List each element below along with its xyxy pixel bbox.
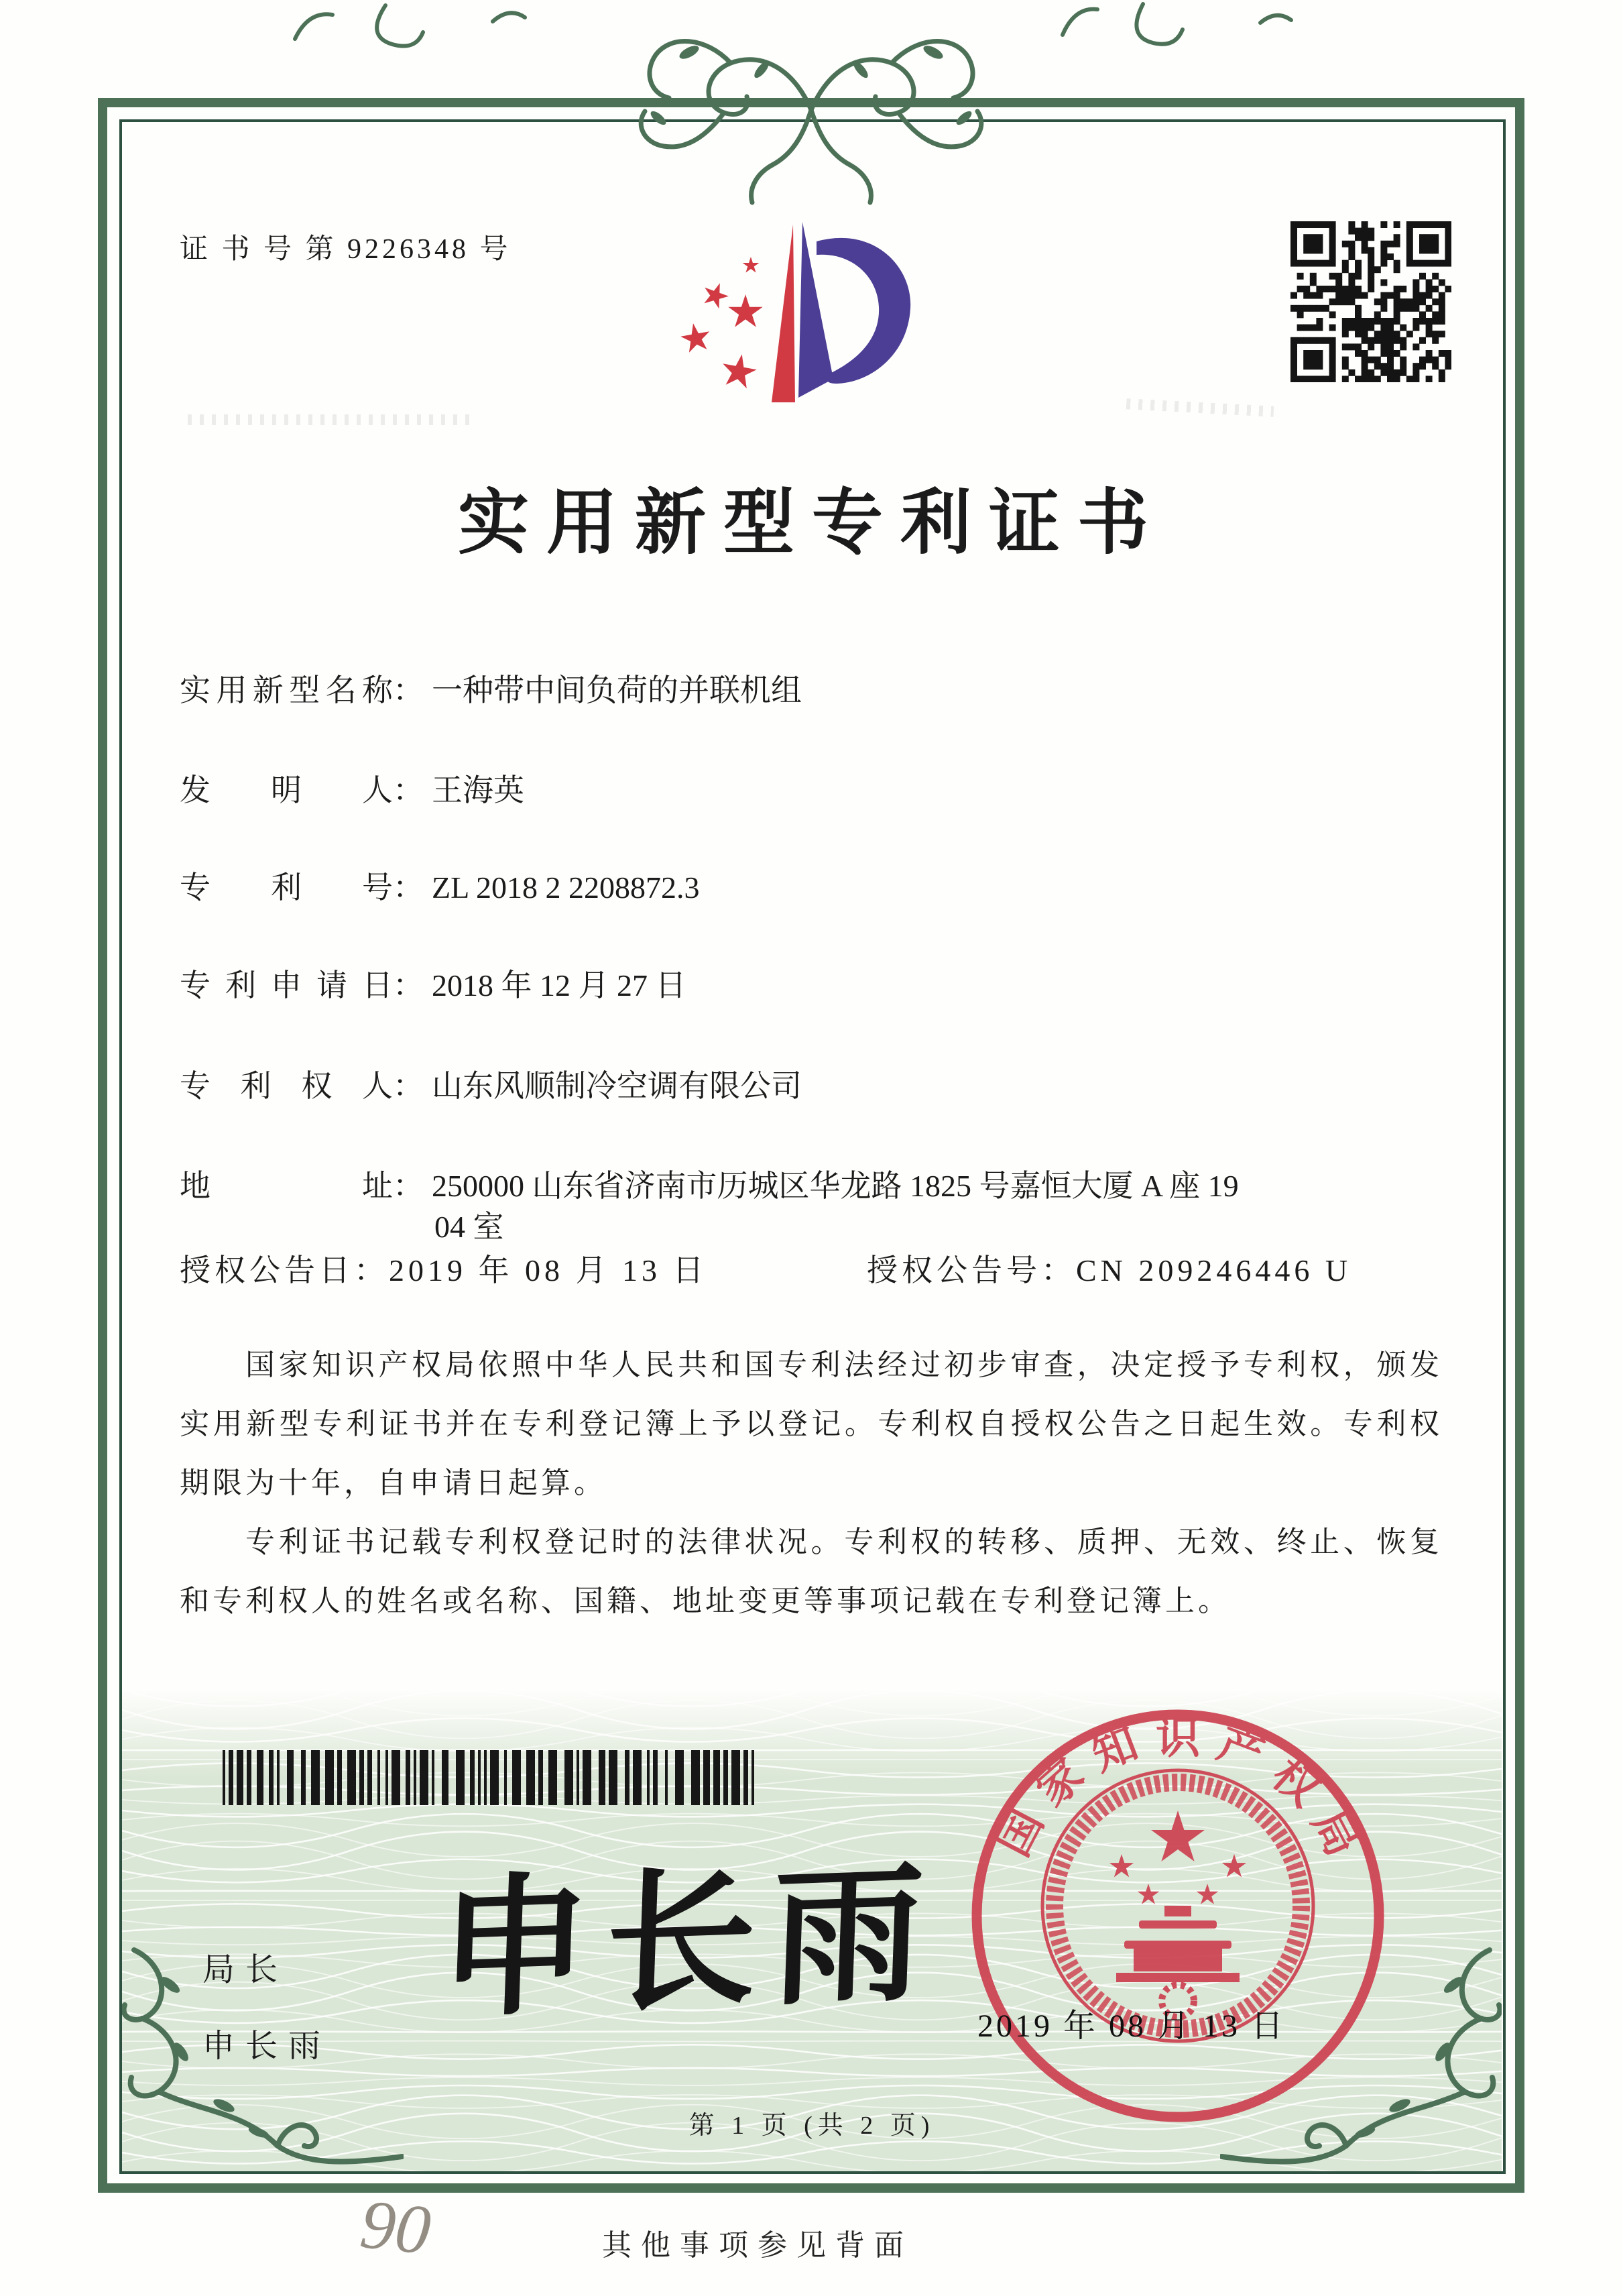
legal-paragraph-1: 国家知识产权局依照中华人民共和国专利法经过初步审查，决定授予专利权，颁发实用新型专利证书并在专利登记簿上予以登记。专利权自授权公告之日起生效。专利权期限为十年，自申请日起算。: [180, 1348, 1443, 1499]
barcode: [221, 1750, 762, 1805]
field-row-filing-date: [180, 961, 1460, 1005]
colon: ：: [354, 1253, 389, 1287]
field-value: 王海英: [432, 773, 524, 807]
colon: ：: [393, 1069, 424, 1103]
back-side-note: 其他事项参见背面: [602, 2229, 913, 2262]
grant-date-value: 2019 年 08 月 13 日: [389, 1253, 708, 1287]
top-border-ornament: [623, 24, 999, 225]
field-value: 山东风顺制冷空调有限公司: [432, 1069, 802, 1103]
field-value: 2018 年 12 月 27 日: [432, 968, 686, 1002]
legal-text: [180, 1336, 1443, 1631]
grant-date-pair: [180, 1246, 708, 1290]
colon: ：: [393, 1169, 424, 1203]
field-label: 实用新型名称: [180, 673, 393, 707]
field-row-inventor: [180, 766, 1460, 810]
legal-paragraph-2: 专利证书记载专利权登记时的法律状况。专利权的转移、质押、无效、终止、恢复和专利权人的姓名或名称、国籍、地址变更等事项记载在专利登记簿上。: [180, 1526, 1443, 1617]
cnipa-logo: [670, 213, 945, 414]
field-label: 专利权人: [180, 1069, 393, 1103]
grant-date-label: 授权公告日: [180, 1253, 354, 1287]
seal-arc-text: 国家知识产权局: [989, 1713, 1367, 1864]
field-value: ZL 2018 2 2208872.3: [432, 870, 700, 905]
grant-number-label: 授权公告号: [867, 1253, 1041, 1287]
commissioner-name: 申长雨: [202, 2028, 332, 2064]
colon: ：: [393, 673, 424, 707]
field-value: 250000 山东省济南市历城区华龙路 1825 号嘉恒大厦 A 座 19: [432, 1169, 1239, 1203]
certificate-number: 证 书 号 第 9226348 号: [180, 234, 512, 265]
field-value: 一种带中间负荷的并联机组: [432, 673, 802, 707]
field-label: 专利申请日: [180, 968, 393, 1002]
official-seal: [947, 1684, 1409, 2147]
field-label: 发明人: [180, 773, 393, 807]
field-label: 专利号: [180, 870, 393, 905]
grant-number-pair: [867, 1246, 1351, 1290]
qr-code: [1290, 221, 1451, 382]
seal-date: 2019 年 08 月 13 日: [977, 2008, 1286, 2044]
logo-stars: [680, 257, 762, 388]
handwritten-pencil-note: 90: [357, 2185, 434, 2270]
colon: ：: [1041, 1253, 1076, 1287]
commissioner-autograph: 申长雨: [436, 1849, 943, 2036]
field-row-utility-name: [180, 666, 1460, 710]
address-line2: 04 室: [434, 1210, 504, 1244]
commissioner-title: 局长: [202, 1952, 289, 1988]
field-row-address: [180, 1161, 1460, 1206]
field-label: 地址: [180, 1169, 393, 1203]
grant-number-value: CN 209246446 U: [1076, 1253, 1352, 1287]
page-number: 第 1 页 (共 2 页): [688, 2112, 935, 2140]
logo-p-bowl: [817, 238, 910, 384]
colon: ：: [393, 968, 424, 1002]
certificate-title: 实用新型专利证书: [458, 484, 1166, 563]
scan-smudge: [188, 414, 469, 425]
colon: ：: [393, 773, 424, 807]
field-row-patentee: [180, 1061, 1460, 1106]
logo-red-spike: [772, 225, 795, 402]
field-row-patent-number: [180, 863, 1460, 907]
colon: ：: [393, 870, 424, 905]
